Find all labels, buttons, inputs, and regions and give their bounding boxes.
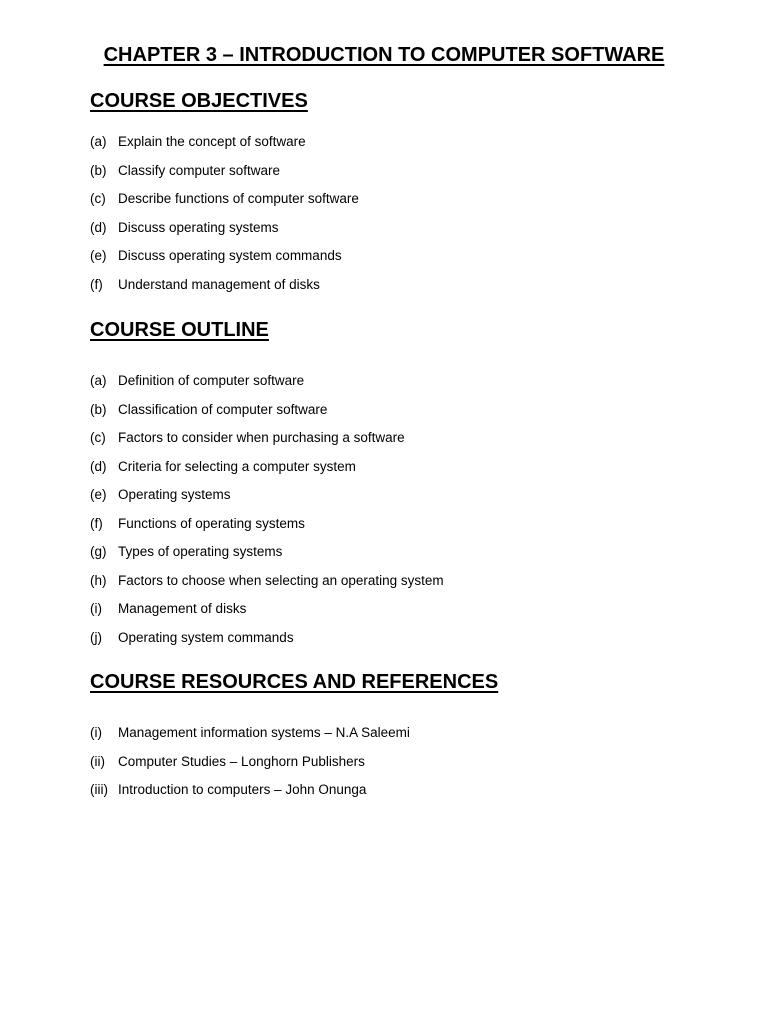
list-marker: (j) [90,629,102,645]
list-marker: (ii) [90,753,105,769]
list-marker: (h) [90,572,107,588]
list-marker: (b) [90,162,107,178]
list-item-text: Operating system commands [118,629,294,645]
list-item-text: Factors to consider when purchasing a software [118,430,405,445]
chapter-title: CHAPTER 3 – INTRODUCTION TO COMPUTER SOFTWARE [103,44,665,66]
list-marker: (a) [90,134,107,149]
list-marker: (d) [90,458,107,474]
list-item-text: Introduction to computers – John Onunga [118,782,367,797]
list-marker: (b) [90,401,107,417]
list-item-text: Computer Studies – Longhorn Publishers [118,753,365,769]
list-marker: (f) [90,276,103,292]
resources-heading: COURSE RESOURCES AND REFERENCES [90,671,499,693]
list-marker: (d) [90,219,107,235]
list-item-text: Definition of computer software [118,373,305,388]
list-item-text: Discuss operating system commands [118,248,342,263]
list-marker: (i) [90,725,102,740]
list-item-text: Management of disks [118,601,247,616]
list-marker: (i) [90,601,102,616]
list-marker: (e) [90,248,107,263]
list-marker: (f) [90,515,103,531]
list-marker: (c) [90,191,106,206]
list-item-text: Types of operating systems [118,544,283,559]
list-item-text: Understand management of disks [118,276,320,292]
objectives-heading: COURSE OBJECTIVES [90,90,308,112]
outline-heading: COURSE OUTLINE [90,319,269,341]
list-marker: (e) [90,487,107,502]
list-item-text: Classification of computer software [118,401,328,417]
list-item-text: Discuss operating systems [118,219,279,235]
list-marker: (a) [90,373,107,388]
list-marker: (g) [90,544,107,559]
list-item-text: Classify computer software [118,162,281,178]
list-marker: (iii) [90,782,108,797]
list-marker: (c) [90,430,106,445]
list-item-text: Factors to choose when selecting an operating system [118,572,444,588]
list-item-text: Describe functions of computer software [118,191,359,206]
list-item-text: Criteria for selecting a computer system [118,458,356,474]
list-item-text: Explain the concept of software [118,134,306,149]
list-item-text: Functions of operating systems [118,515,305,531]
list-item-text: Operating systems [118,487,231,502]
list-item-text: Management information systems – N.A Saleemi [118,725,410,740]
